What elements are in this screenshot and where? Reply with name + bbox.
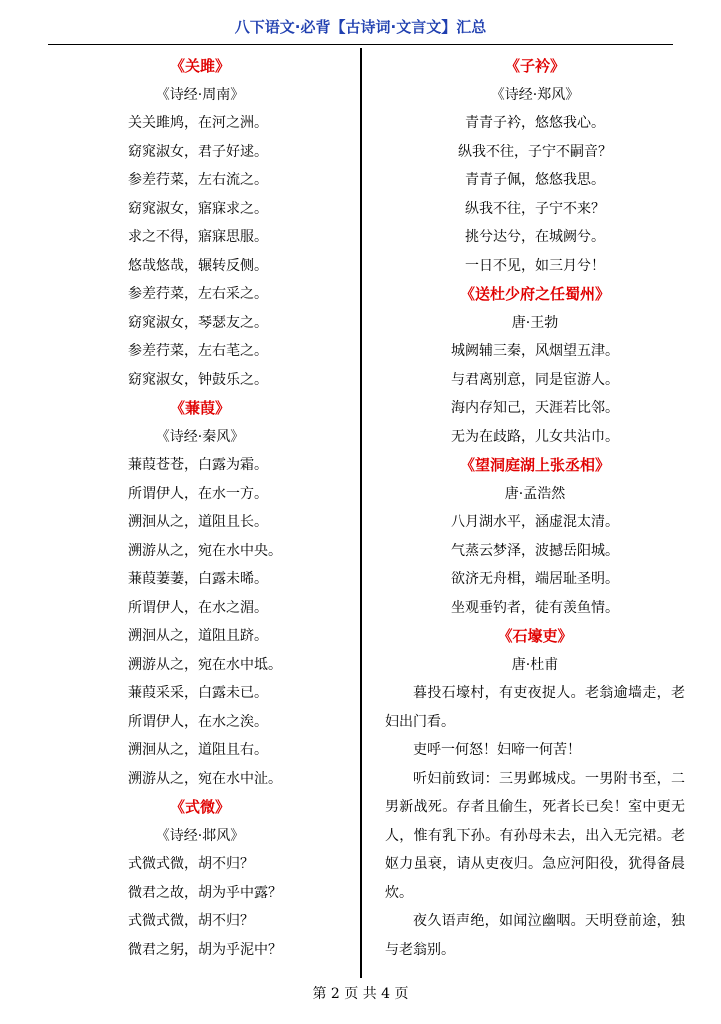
poem-line: 与君离别意，同是宦游人。 [451, 371, 619, 388]
poem-line: 海内存知己，天涯若比邻。 [451, 400, 619, 416]
poem-line: 微君之故，胡为乎中露？ [128, 884, 282, 901]
page-footer: 第 2 页 共 4 页 [312, 986, 409, 1002]
section-title: 《送杜少府之任蜀州》 [459, 285, 610, 303]
section-author: 《诗经·邶风》 [155, 827, 245, 844]
prose-section [385, 622, 685, 964]
section-author: 《诗经·周南》 [155, 86, 245, 103]
right-column [385, 52, 685, 964]
poem-line: 溯游从之，宛在水中沚。 [128, 770, 282, 787]
poem-section [50, 394, 350, 793]
section-title: 《望洞庭湖上张丞相》 [459, 456, 610, 474]
poem-line: 纵我不往，子宁不来？ [465, 200, 605, 217]
poem-line: 悠哉悠哉，辗转反侧。 [128, 257, 268, 274]
poem-line: 微君之躬，胡为乎泥中？ [128, 941, 282, 958]
poem-line: 关关雎鸠，在河之洲。 [128, 115, 268, 131]
prose-paragraph: 听妇前致词：三男邺城戍。一男附书至，二男新战死。存者且偷生，死者长已矣！室中更无人，惟有乳下孙。有孙母未去，出入无完裙。老妪力虽衰，请从吏夜归。急应河阳役，犹得备晨炊。 [385, 770, 685, 901]
poem-line: 挑兮达兮，在城阙兮。 [465, 229, 605, 245]
section-title: 《子衿》 [504, 57, 565, 75]
section-author: 《诗经·郑风》 [490, 86, 580, 103]
poem-line: 气蒸云梦泽，波撼岳阳城。 [451, 542, 619, 559]
poem-line: 窈窕淑女，寤寐求之。 [128, 200, 268, 217]
poem-line: 溯洄从之，道阻且跻。 [128, 628, 268, 644]
prose-paragraph: 夜久语声绝，如闻泣幽咽。天明登前途，独与老翁别。 [385, 913, 685, 958]
poem-line: 青青子佩，悠悠我思。 [465, 172, 605, 188]
poem-line: 参差荇菜，左右采之。 [128, 286, 268, 302]
poem-line: 坐观垂钓者，徒有羡鱼情。 [451, 599, 619, 616]
section-author: 《诗经·秦风》 [155, 428, 245, 445]
poem-line: 所谓伊人，在水之涘。 [128, 713, 268, 730]
poem-section [50, 52, 350, 394]
prose-paragraphs [385, 679, 685, 964]
poem-line: 所谓伊人，在水之湄。 [128, 599, 268, 616]
poem-line: 溯游从之，宛在水中央。 [128, 542, 282, 559]
poem-line: 蒹葭萋萋，白露未晞。 [128, 571, 268, 587]
section-author: 唐·杜甫 [511, 656, 559, 673]
poem-line: 八月湖水平，涵虚混太清。 [451, 514, 619, 530]
poem-line: 无为在歧路，儿女共沾巾。 [451, 428, 619, 445]
prose-paragraph: 暮投石壕村，有吏夜捉人。老翁逾墙走，老妇出门看。 [385, 685, 685, 730]
section-title: 《蒹葭》 [169, 399, 230, 417]
poem-section [50, 793, 350, 964]
poem-line: 一日不见，如三月兮！ [465, 257, 605, 274]
poem-line: 城阙辅三秦，风烟望五津。 [451, 343, 619, 359]
poem-line: 所谓伊人，在水一方。 [128, 485, 268, 502]
poem-section [385, 52, 685, 280]
header-rule [48, 44, 673, 45]
right-poems [385, 52, 685, 622]
poem-line: 窈窕淑女，君子好逑。 [128, 143, 268, 160]
poem-line: 欲济无舟楫，端居耻圣明。 [451, 571, 619, 587]
poem-line: 式微式微，胡不归？ [128, 856, 254, 872]
poem-line: 溯洄从之，道阻且右。 [128, 742, 268, 758]
section-title: 《石壕吏》 [497, 627, 573, 645]
poem-line: 式微式微，胡不归？ [128, 913, 254, 929]
left-column [50, 52, 350, 964]
poem-line: 蒹葭苍苍，白露为霜。 [128, 457, 268, 473]
prose-paragraph: 吏呼一何怒！妇啼一何苦！ [413, 742, 581, 758]
poem-line: 青青子衿，悠悠我心。 [465, 115, 605, 131]
poem-line: 溯洄从之，道阻且长。 [128, 514, 268, 530]
poem-line: 参差荇菜，左右流之。 [128, 172, 268, 188]
section-author: 唐·孟浩然 [504, 485, 566, 502]
poem-line: 蒹葭采采，白露未已。 [128, 685, 268, 701]
poem-line: 窈窕淑女，琴瑟友之。 [128, 314, 268, 331]
section-author: 唐·王勃 [511, 314, 559, 331]
column-divider [360, 48, 362, 978]
page-header-title: 八下语文·必背【古诗词·文言文】汇总 [234, 18, 487, 36]
section-title: 《式微》 [169, 798, 230, 816]
poem-line: 纵我不往，子宁不嗣音？ [458, 143, 612, 160]
poem-line: 求之不得，寤寐思服。 [128, 229, 268, 245]
poem-line: 窈窕淑女，钟鼓乐之。 [128, 371, 268, 388]
poem-line: 参差荇菜，左右芼之。 [128, 343, 268, 359]
poem-line: 溯游从之，宛在水中坻。 [128, 656, 282, 673]
section-title: 《关雎》 [169, 57, 230, 75]
poem-section [385, 280, 685, 451]
poem-section [385, 451, 685, 622]
